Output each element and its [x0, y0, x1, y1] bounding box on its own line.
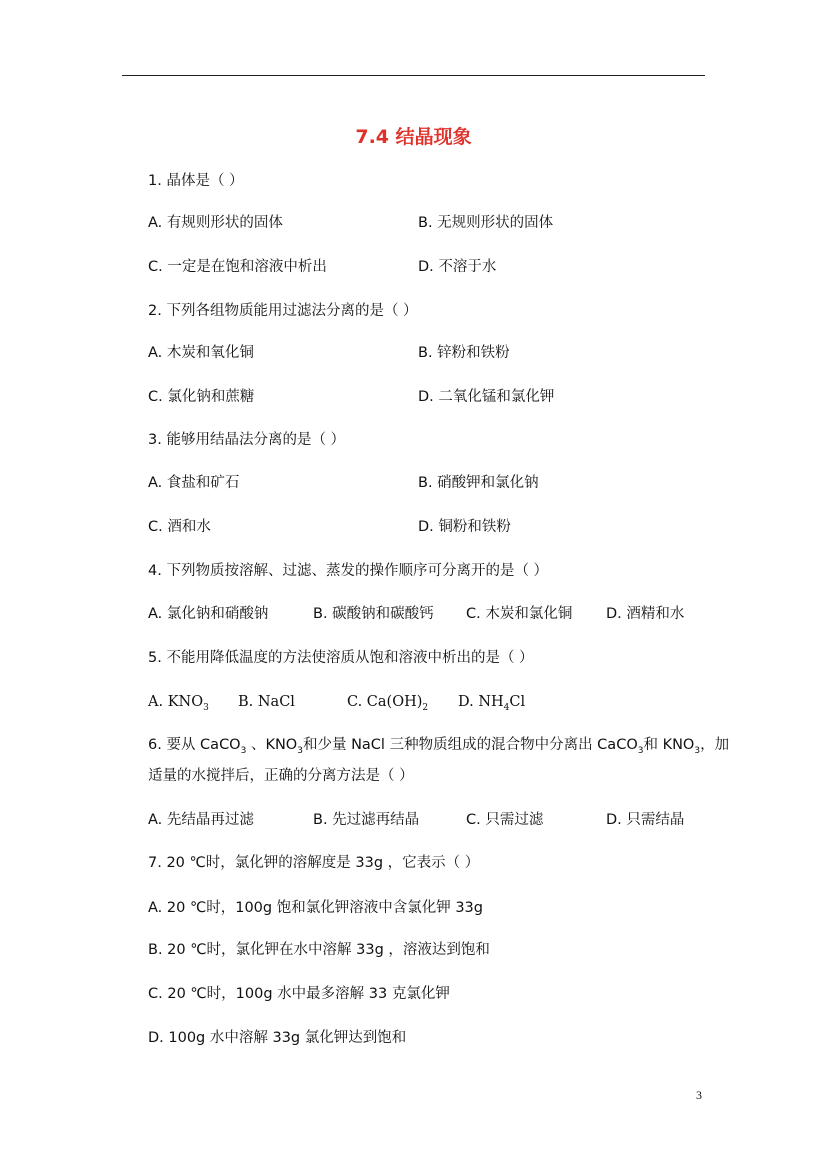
q3-option-b: B. 硝酸钾和氯化钠 — [418, 475, 539, 491]
q3-option-a: A. 食盐和矿石 — [148, 475, 240, 491]
q6-option-d: D. 只需结晶 — [606, 812, 685, 828]
q7-option-c: C. 20 ℃时，100g 水中最多溶解 33 克氯化钾 — [148, 986, 450, 1002]
q7-option-a: A. 20 ℃时，100g 饱和氯化钾溶液中含氯化钾 33g — [148, 900, 483, 916]
question-7-stem: 7. 20 ℃时，氯化钾的溶解度是 33g ，它表示（ ） — [148, 855, 480, 871]
q1-option-b: B. 无规则形状的固体 — [418, 215, 554, 231]
q6-option-a: A. 先结晶再过滤 — [148, 812, 254, 828]
q2-option-a: A. 木炭和氧化铜 — [148, 345, 254, 361]
question-4-stem: 4. 下列物质按溶解、过滤、蒸发的操作顺序可分离开的是（ ） — [148, 563, 549, 579]
header-rule — [122, 75, 705, 76]
q7-option-b: B. 20 ℃时，氯化钾在水中溶解 33g ，溶液达到饱和 — [148, 942, 490, 958]
question-1-stem: 1. 晶体是（ ） — [148, 173, 244, 189]
q3-option-d: D. 铜粉和铁粉 — [418, 519, 511, 535]
q1-option-a: A. 有规则形状的固体 — [148, 215, 283, 231]
q3-option-c: C. 酒和水 — [148, 519, 211, 535]
q5-option-c: C. $Ca(OH)_2$ — [347, 694, 429, 713]
q2-option-c: C. 氯化钠和蔗糖 — [148, 389, 255, 405]
q4-option-b: B. 碳酸钠和碳酸钙 — [313, 606, 434, 622]
q6-option-c: C. 只需过滤 — [466, 812, 544, 828]
q5-option-d: D. $NH_4Cl$ — [458, 694, 526, 713]
question-5-stem: 5. 不能用降低温度的方法使溶质从饱和溶液中析出的是（ ） — [148, 650, 534, 666]
q2-option-b: B. 锌粉和铁粉 — [418, 345, 510, 361]
q5-option-b: B. NaCl — [238, 694, 295, 710]
page-number: 3 — [696, 1088, 702, 1102]
question-6-stem-line2: 适量的水搅拌后，正确的分离方法是（ ） — [148, 768, 414, 784]
question-2-stem: 2. 下列各组物质能用过滤法分离的是（ ） — [148, 303, 418, 319]
question-6-stem-line1: 6. 要从 CaCO$_3$ 、$KNO_3$和少量 NaCl 三种物质组成的混合物中分离出 CaCO$_3$和 $KNO_3$，加 — [148, 737, 730, 756]
q2-option-d: D. 二氧化锰和氯化钾 — [418, 389, 555, 405]
q4-option-c: C. 木炭和氯化铜 — [466, 606, 573, 622]
q7-option-d: D. 100g 水中溶解 33g 氯化钾达到饱和 — [148, 1030, 407, 1046]
q4-option-a: A. 氯化钠和硝酸钠 — [148, 606, 269, 622]
question-3-stem: 3. 能够用结晶法分离的是（ ） — [148, 432, 346, 448]
q4-option-d: D. 酒精和水 — [606, 606, 685, 622]
q6-option-b: B. 先过滤再结晶 — [313, 812, 420, 828]
page-title: 7.4 结晶现象 — [355, 126, 472, 148]
q1-option-c: C. 一定是在饱和溶液中析出 — [148, 259, 327, 275]
q5-option-a: A. $KNO_3$ — [148, 694, 209, 713]
q1-option-d: D. 不溶于水 — [418, 259, 497, 275]
